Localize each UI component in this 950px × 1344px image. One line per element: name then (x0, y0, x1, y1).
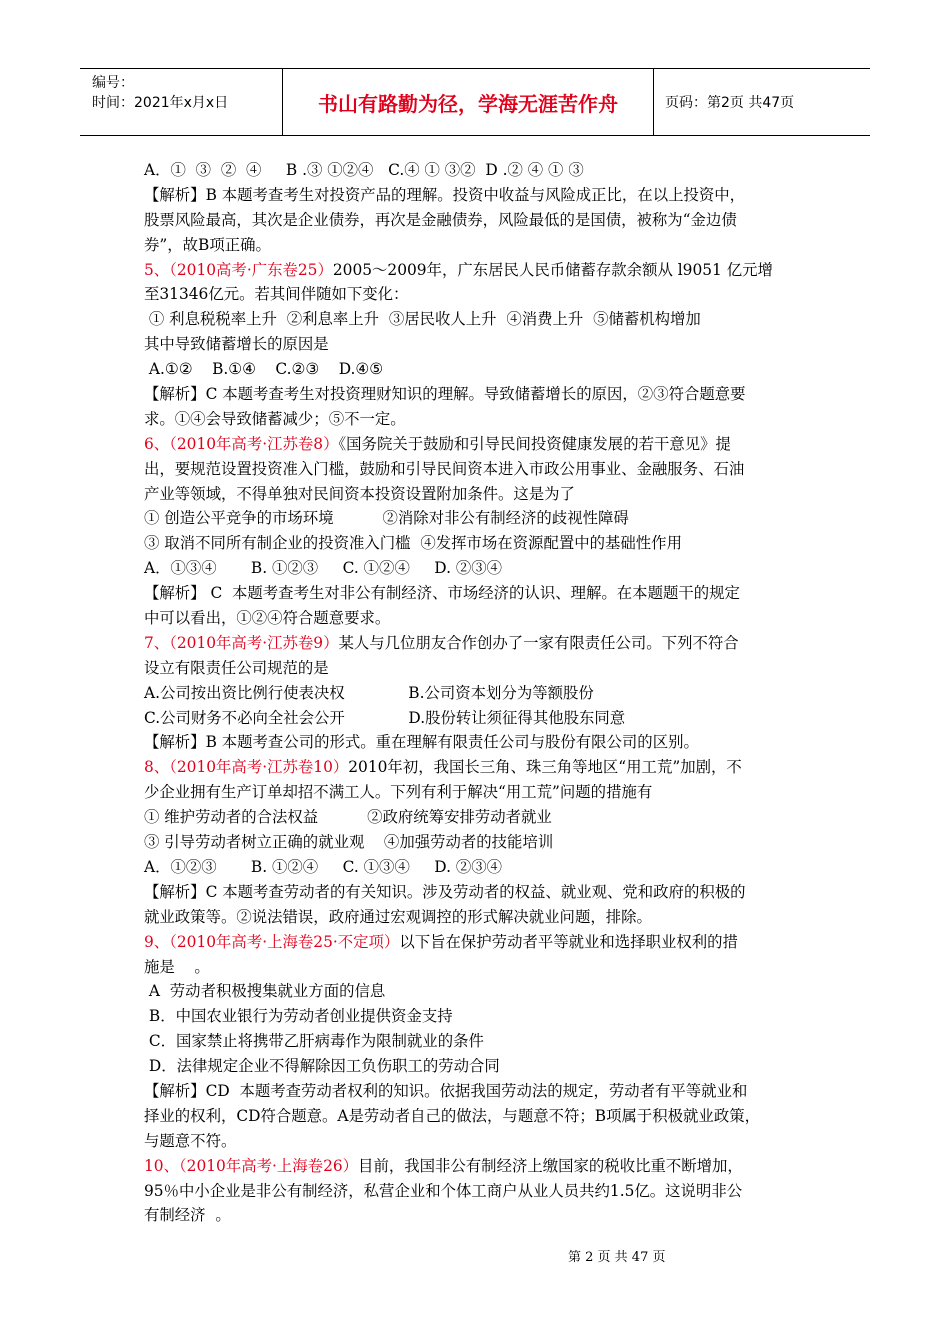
text-line (144, 556, 810, 581)
text-line (144, 282, 810, 307)
question-source: 10、（2010年高考·上海卷26） (144, 1156, 359, 1175)
line-text: 股票风险最高，其次是企业债券，再次是金融债券，风险最低的是国债，被称为“金边债 (144, 210, 737, 229)
text-line (144, 606, 810, 631)
text-line (144, 656, 810, 681)
text-line (144, 506, 810, 531)
date-label: 时间：2021年x月x日 (92, 95, 229, 111)
line-text: 产业等领域，不得单独对民间资本投资设置附加条件。这是为了 (144, 484, 575, 503)
text-line (144, 307, 810, 332)
line-text: A．①③④ B. ①②③ C. ①②④ D. ②③④ (144, 559, 503, 578)
text-line (144, 357, 810, 382)
text-line (144, 1054, 810, 1079)
text-line (144, 780, 810, 805)
line-text: 求。①④会导致储蓄减少；⑤不一定。 (144, 409, 406, 428)
line-text: 某人与几位朋友合作创办了一家有限责任公司。下列不符合 (338, 633, 739, 652)
text-line (144, 1004, 810, 1029)
line-text: A．①②③ B. ①②④ C. ①③④ D. ②③④ (144, 857, 503, 876)
question-source: 9、（2010年高考·上海卷25·不定项） (144, 932, 400, 951)
line-text: 就业政策等。②说法错误，政府通过宏观调控的形式解决就业问题，排除。 (144, 907, 652, 926)
line-text: 【解析】CD 本题考查劳动者权利的知识。依据我国劳动法的规定，劳动者有平等就业和 (144, 1081, 748, 1100)
line-text: 至31346亿元。若其间伴随如下变化： (144, 285, 409, 304)
line-text: 目前，我国非公有制经济上缴国家的税收比重不断增加， (358, 1156, 743, 1175)
line-text: 《国务院关于鼓励和引导民间投资健康发展的若干意见》提 (338, 434, 731, 453)
line-text: 设立有限责任公司规范的是 (144, 658, 329, 677)
text-line (144, 681, 810, 706)
line-text: C．国家禁止将携带乙肝病毒作为限制就业的条件 (144, 1032, 484, 1051)
question-line (144, 631, 810, 656)
line-text: ③ 取消不同所有制企业的投资准入门槛 ④发挥市场在资源配置中的基础性作用 (144, 534, 682, 553)
text-line (144, 183, 810, 208)
line-text: 其中导致储蓄增长的原因是 (144, 335, 329, 354)
line-text: 中可以看出，①②④符合题意要求。 (144, 609, 391, 628)
line-text: A 劳动者积极搜集就业方面的信息 (144, 982, 386, 1001)
question-line (144, 258, 810, 283)
line-text: B．中国农业银行为劳动者创业提供资金支持 (144, 1007, 453, 1026)
text-line (144, 581, 810, 606)
text-line (144, 805, 810, 830)
line-text: 【解析】B 本题考查公司的形式。重在理解有限责任公司与股份有限公司的区别。 (144, 733, 699, 752)
text-line (144, 830, 810, 855)
line-text: D．法律规定企业不得解除因工负伤职工的劳动合同 (144, 1057, 500, 1076)
line-text: 与题意不符。 (144, 1131, 237, 1150)
question-source: 5、（2010高考·广东卷25） (144, 260, 333, 279)
text-line (144, 457, 810, 482)
text-line (144, 706, 810, 731)
line-text: 出，要规范设置投资准入门槛，鼓励和引导民间资本进入市政公用事业、金融服务、石油 (144, 459, 745, 478)
text-line (144, 955, 810, 980)
line-text: 2010年初，我国长三角、珠三角等地区“用工荒”加剧，不 (348, 758, 742, 777)
line-text: 95％中小企业是非公有制经济，私营企业和个体工商户从业人员共约1.5亿。这说明非公 (144, 1181, 743, 1200)
header-meta (80, 69, 283, 135)
line-text: 2005～2009年，广东居民人民币储蓄存款余额从 l9051 亿元增 (332, 260, 773, 279)
text-line (144, 158, 810, 183)
number-label: 编号： (92, 75, 134, 91)
line-text: 有制经济 。 (144, 1206, 231, 1225)
text-line (144, 208, 810, 233)
header-motto: 书山有路勤为径，学海无涯苦作舟 (283, 69, 654, 135)
line-text: 以下旨在保护劳动者平等就业和选择职业权利的措 (399, 932, 738, 951)
line-text: 【解析】C 本题考查劳动者的有关知识。涉及劳动者的权益、就业观、党和政府的积极的 (144, 882, 746, 901)
line-text: ① 创造公平竞争的市场环境 ②消除对非公有制经济的歧视性障碍 (144, 509, 629, 528)
line-text: A.①② B.①④ C.②③ D.④⑤ (144, 360, 383, 379)
text-line (144, 531, 810, 556)
line-text: 择业的权利，CD符合题意。A是劳动者自己的做法，与题意不符；B项属于积极就业政策， (144, 1106, 760, 1125)
page-footer: 第 2 页 共 47 页 (568, 1250, 666, 1265)
document-body (144, 158, 810, 1228)
line-text: 【解析】C 本题考查考生对投资理财知识的理解。导致储蓄增长的原因，②③符合题意要 (144, 385, 746, 404)
line-text: A.公司按出资比例行使表决权 B.公司资本划分为等额股份 (144, 683, 594, 702)
text-line (144, 1079, 810, 1104)
line-text: ① 利息税税率上升 ②利息率上升 ③居民收人上升 ④消费上升 ⑤储蓄机构增加 (144, 310, 701, 329)
text-line (144, 855, 810, 880)
question-line (144, 432, 810, 457)
header-page-label: 页码：第2页 共47页 (665, 95, 795, 111)
line-text: A．① ③ ② ④ B .③ ①②④ C.④ ① ③② D .② ④ ① ③ (144, 161, 584, 179)
question-source: 6、（2010年高考·江苏卷8） (144, 434, 339, 453)
line-text: 施是 。 (144, 957, 210, 976)
question-line (144, 755, 810, 780)
text-line (144, 1129, 810, 1154)
text-line (144, 1203, 810, 1228)
question-source: 7、（2010年高考·江苏卷9） (144, 633, 339, 652)
text-line (144, 332, 810, 357)
text-line (144, 382, 810, 407)
line-text: 少企业拥有生产订单却招不满工人。下列有利于解决“用工荒”问题的措施有 (144, 783, 653, 802)
text-line (144, 1104, 810, 1129)
question-line (144, 930, 810, 955)
line-text: ① 维护劳动者的合法权益 ②政府统筹安排劳动者就业 (144, 808, 552, 827)
text-line (144, 905, 810, 930)
line-text: C.公司财务不必向全社会公开 D.股份转让须征得其他股东同意 (144, 708, 626, 727)
question-line (144, 1154, 810, 1179)
text-line (144, 979, 810, 1004)
line-text: 券”，故B项正确。 (144, 235, 271, 254)
text-line (144, 482, 810, 507)
text-line (144, 407, 810, 432)
text-line (144, 233, 810, 258)
page-header (80, 68, 870, 136)
question-source: 8、（2010年高考·江苏卷10） (144, 758, 349, 777)
line-text: ③ 引导劳动者树立正确的就业观 ④加强劳动者的技能培训 (144, 833, 554, 852)
line-text: 【解析】 C 本题考查考生对非公有制经济、市场经济的认识、理解。在本题题干的规定 (144, 584, 740, 603)
text-line (144, 730, 810, 755)
line-text: 【解析】B 本题考查考生对投资产品的理解。投资中收益与风险成正比，在以上投资中， (144, 185, 746, 204)
text-line (144, 1179, 810, 1204)
text-line (144, 880, 810, 905)
text-line (144, 1029, 810, 1054)
